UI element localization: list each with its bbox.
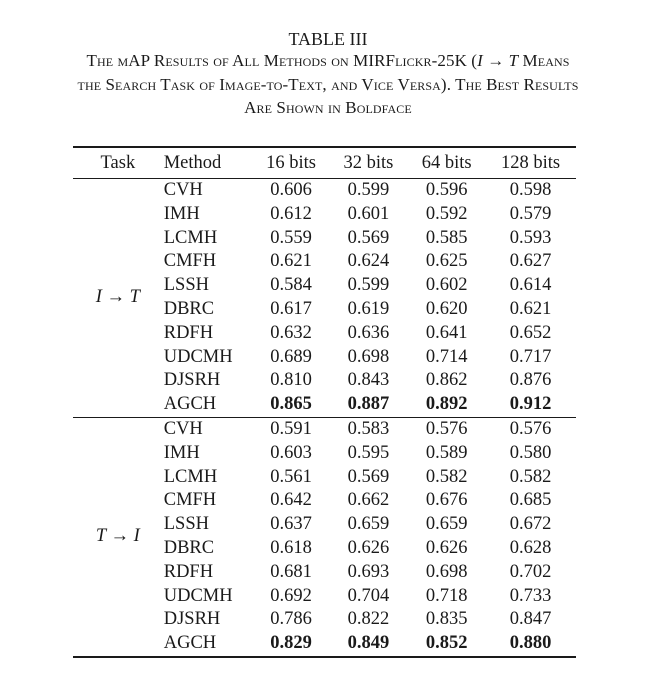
map-value: 0.559 <box>270 227 312 248</box>
header-64-bits: 64 bits <box>421 153 472 173</box>
method-name: DBRC <box>163 537 215 558</box>
map-value: 0.589 <box>425 442 468 463</box>
map-value: 0.887 <box>347 394 390 415</box>
method-name: UDCMH <box>163 346 233 367</box>
map-value: 0.698 <box>425 561 468 582</box>
map-value: 0.602 <box>425 275 468 296</box>
map-value: 0.617 <box>270 298 312 319</box>
map-value: 0.592 <box>425 203 468 224</box>
map-value: 0.625 <box>425 251 468 272</box>
map-value: 0.591 <box>270 418 312 439</box>
map-value: 0.642 <box>270 490 312 511</box>
method-name: CVH <box>163 418 203 439</box>
map-value: 0.579 <box>509 203 552 224</box>
caption-text: Means <box>518 51 570 70</box>
map-value: 0.624 <box>347 251 390 272</box>
map-value: 0.852 <box>425 633 468 654</box>
map-value: 0.614 <box>509 275 552 296</box>
map-value: 0.662 <box>347 490 390 511</box>
method-name: DJSRH <box>163 370 221 391</box>
method-name: IMH <box>163 442 200 463</box>
map-value: 0.652 <box>509 322 552 343</box>
table-caption <box>0 29 656 120</box>
table-row <box>73 417 576 441</box>
map-value: 0.786 <box>270 609 312 630</box>
map-value: 0.576 <box>425 418 468 439</box>
map-value: 0.692 <box>270 585 312 606</box>
map-value: 0.659 <box>425 514 468 535</box>
header-16-bits: 16 bits <box>266 153 316 173</box>
header-32-bits: 32 bits <box>343 153 394 173</box>
map-value: 0.606 <box>270 180 312 200</box>
map-value: 0.628 <box>509 537 552 558</box>
map-value: 0.626 <box>347 537 390 558</box>
map-value: 0.672 <box>509 514 552 535</box>
map-value: 0.601 <box>347 203 390 224</box>
map-value: 0.892 <box>425 394 468 415</box>
map-value: 0.849 <box>347 633 390 654</box>
map-value: 0.621 <box>509 298 552 319</box>
method-name: CVH <box>163 180 203 200</box>
map-value: 0.626 <box>425 537 468 558</box>
map-value: 0.689 <box>270 346 312 367</box>
map-value: 0.865 <box>270 394 312 415</box>
map-value: 0.702 <box>509 561 552 582</box>
map-value: 0.595 <box>347 442 390 463</box>
map-value: 0.698 <box>347 346 390 367</box>
map-value: 0.632 <box>270 322 312 343</box>
header-row <box>73 146 576 179</box>
caption-line-3: Are Shown in Boldface <box>244 98 412 117</box>
method-name: LSSH <box>163 514 209 535</box>
group-text-to-image <box>73 417 576 656</box>
map-value: 0.718 <box>425 585 468 606</box>
map-value: 0.733 <box>509 585 552 606</box>
map-value: 0.580 <box>509 442 552 463</box>
map-value: 0.576 <box>509 418 552 439</box>
method-name: LCMH <box>163 466 218 487</box>
map-value: 0.847 <box>509 609 552 630</box>
header-128-bits: 128 bits <box>501 153 561 173</box>
group-image-to-text <box>73 179 576 418</box>
caption-text: The mAP Results of All Methods on MIRFlickr-25K ( <box>86 51 478 70</box>
method-name: AGCH <box>163 394 217 415</box>
map-value: 0.627 <box>509 251 552 272</box>
map-value: 0.583 <box>347 418 390 439</box>
map-value: 0.582 <box>509 466 552 487</box>
map-value: 0.585 <box>425 227 468 248</box>
map-value: 0.619 <box>347 298 390 319</box>
map-value: 0.598 <box>509 180 552 200</box>
map-value: 0.596 <box>425 180 468 200</box>
method-name: CMFH <box>163 251 217 272</box>
map-value: 0.582 <box>425 466 468 487</box>
caption-line-2: the Search Task of Image-to-Text, and Vice Versa). The Best Results <box>77 74 579 94</box>
map-value: 0.584 <box>270 275 312 296</box>
map-value: 0.912 <box>509 394 552 415</box>
method-name: UDCMH <box>163 585 233 606</box>
method-name: DJSRH <box>163 609 221 630</box>
map-value: 0.621 <box>270 251 312 272</box>
map-value: 0.561 <box>270 466 312 487</box>
caption-line-1 <box>0 49 656 73</box>
map-value: 0.641 <box>425 322 468 343</box>
map-value: 0.862 <box>425 370 468 391</box>
method-name: RDFH <box>163 322 214 343</box>
map-value: 0.681 <box>270 561 312 582</box>
map-value: 0.676 <box>425 490 468 511</box>
method-name: LCMH <box>163 227 218 248</box>
map-value: 0.599 <box>347 275 390 296</box>
map-value: 0.876 <box>509 370 552 391</box>
map-value: 0.637 <box>270 514 312 535</box>
map-value: 0.829 <box>270 633 312 654</box>
map-value: 0.659 <box>347 514 390 535</box>
map-value: 0.822 <box>347 609 390 630</box>
map-value: 0.880 <box>509 633 552 654</box>
table-row <box>73 179 576 203</box>
map-value: 0.612 <box>270 203 312 224</box>
task-label: T → I <box>95 526 140 547</box>
map-value: 0.843 <box>347 370 390 391</box>
map-value: 0.810 <box>270 370 312 391</box>
header-method: Method <box>163 153 222 173</box>
method-name: AGCH <box>163 633 217 654</box>
method-name: LSSH <box>163 275 209 296</box>
method-name: RDFH <box>163 561 214 582</box>
results-table <box>73 146 576 658</box>
map-value: 0.704 <box>347 585 390 606</box>
header-task: Task <box>100 153 136 173</box>
task-label: I → T <box>95 287 140 308</box>
map-value: 0.693 <box>347 561 390 582</box>
map-value: 0.593 <box>509 227 552 248</box>
map-value: 0.714 <box>425 346 468 367</box>
map-value: 0.603 <box>270 442 312 463</box>
map-value: 0.717 <box>509 346 552 367</box>
method-name: IMH <box>163 203 200 224</box>
map-value: 0.636 <box>347 322 390 343</box>
map-value: 0.569 <box>347 227 390 248</box>
caption-math: I → T <box>477 51 519 70</box>
map-value: 0.620 <box>425 298 468 319</box>
table-number: TABLE III <box>288 29 368 49</box>
map-value: 0.569 <box>347 466 390 487</box>
map-value: 0.685 <box>509 490 552 511</box>
map-value: 0.599 <box>347 180 390 200</box>
map-value: 0.835 <box>425 609 468 630</box>
map-value: 0.618 <box>270 537 312 558</box>
method-name: CMFH <box>163 490 217 511</box>
method-name: DBRC <box>163 298 215 319</box>
